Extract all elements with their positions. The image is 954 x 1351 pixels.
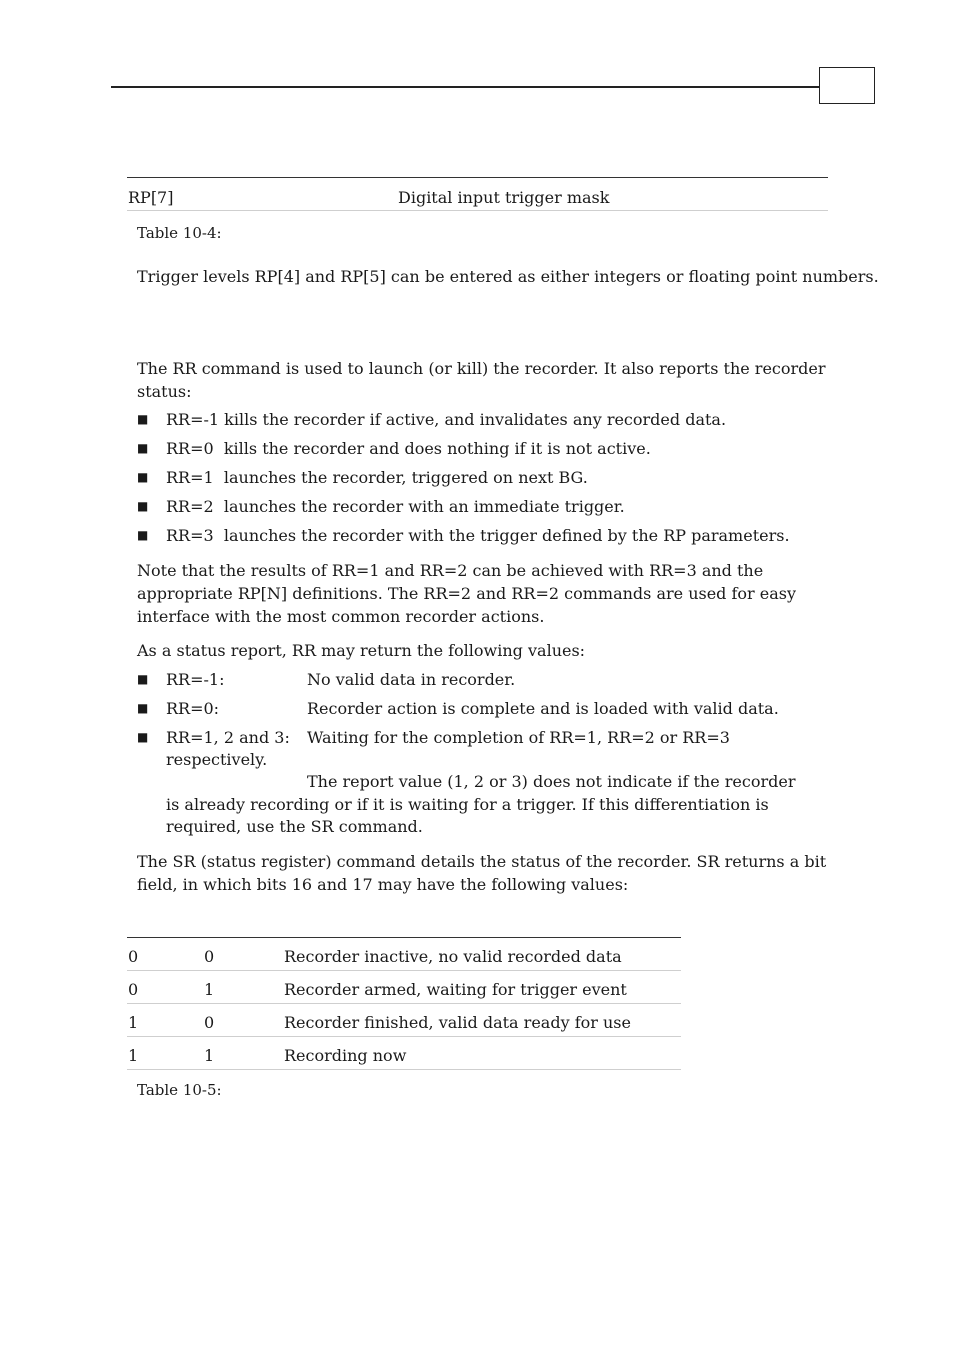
table-10-4-param: RP[7] [128,188,174,207]
bullet-icon: ■ [137,499,149,513]
header-rule [111,86,819,88]
sr-intro-line-1: The SR (status register) command details the status of the recorder. SR returns a bit [137,852,827,871]
bit-16-value: 0 [204,1013,215,1032]
table-row [127,1036,681,1070]
rr-command-text: RR=3 launches the recorder with the trigger defined by the RP parameters. [166,526,790,545]
rr-command-text: RR=2 launches the recorder with an immediate trigger. [166,497,625,516]
bit-17-value: 1 [128,1013,139,1032]
bit-16-value: 1 [204,1046,215,1065]
bullet-icon: ■ [137,701,149,715]
status-continuation-line-3: is already recording or if it is waiting for a trigger. If this differentiation is [166,795,769,814]
status-key: RR=1, 2 and 3: [166,728,290,747]
table-row [127,1003,681,1037]
sr-intro-line-2: field, in which bits 16 and 17 may have the following values: [137,875,629,894]
bullet-icon: ■ [137,528,149,542]
note-line-3: interface with the most common recorder actions. [137,607,545,626]
bullet-icon: ■ [137,730,149,744]
status-key: RR=-1: [166,670,225,689]
bit-16-value: 0 [204,947,215,966]
trigger-levels-note: Trigger levels RP[4] and RP[5] can be entered as either integers or floating point numbers. [137,267,879,286]
table-10-4-caption: Table 10-4: [137,224,222,242]
rr-command-text: RR=1 launches the recorder, triggered on next BG. [166,468,588,487]
status-continuation-line-1: respectively. [166,750,268,769]
rr-command-text: RR=-1 kills the recorder if active, and invalidates any recorded data. [166,410,727,429]
bullet-icon: ■ [137,441,149,455]
status-meaning: Recorder finished, valid data ready for use [284,1013,631,1032]
page-number-box [819,67,875,104]
status-value: Waiting for the completion of RR=1, RR=2 or RR=3 [307,728,730,747]
rr-command-text: RR=0 kills the recorder and does nothing if it is not active. [166,439,651,458]
status-key: RR=0: [166,699,220,718]
table-10-5-caption: Table 10-5: [137,1081,222,1099]
bullet-icon: ■ [137,672,149,686]
rr-intro-line-1: The RR command is used to launch (or kill) the recorder. It also reports the recorder [137,359,826,378]
status-meaning: Recorder armed, waiting for trigger event [284,980,627,999]
status-meaning: Recorder inactive, no valid recorded data [284,947,622,966]
status-intro: As a status report, RR may return the following values: [137,641,586,660]
note-line-2: appropriate RP[N] definitions. The RR=2 and RR=2 commands are used for easy [137,584,797,603]
table-10-4-description: Digital input trigger mask [398,188,610,207]
table-10-4-bottom-rule [127,210,828,211]
table-row [127,937,681,971]
table-row [127,970,681,1004]
status-value: Recorder action is complete and is loaded with valid data. [307,699,779,718]
bullet-icon: ■ [137,412,149,426]
status-meaning: Recording now [284,1046,407,1065]
bit-17-value: 0 [128,980,139,999]
rr-intro-line-2: status: [137,382,192,401]
status-value: No valid data in recorder. [307,670,516,689]
bit-16-value: 1 [204,980,215,999]
bit-17-value: 0 [128,947,139,966]
bit-17-value: 1 [128,1046,139,1065]
status-continuation-line-2: The report value (1, 2 or 3) does not indicate if the recorder [307,772,796,791]
status-continuation-line-4: required, use the SR command. [166,817,423,836]
bullet-icon: ■ [137,470,149,484]
note-line-1: Note that the results of RR=1 and RR=2 can be achieved with RR=3 and the [137,561,764,580]
table-10-4-top-rule [127,177,828,178]
